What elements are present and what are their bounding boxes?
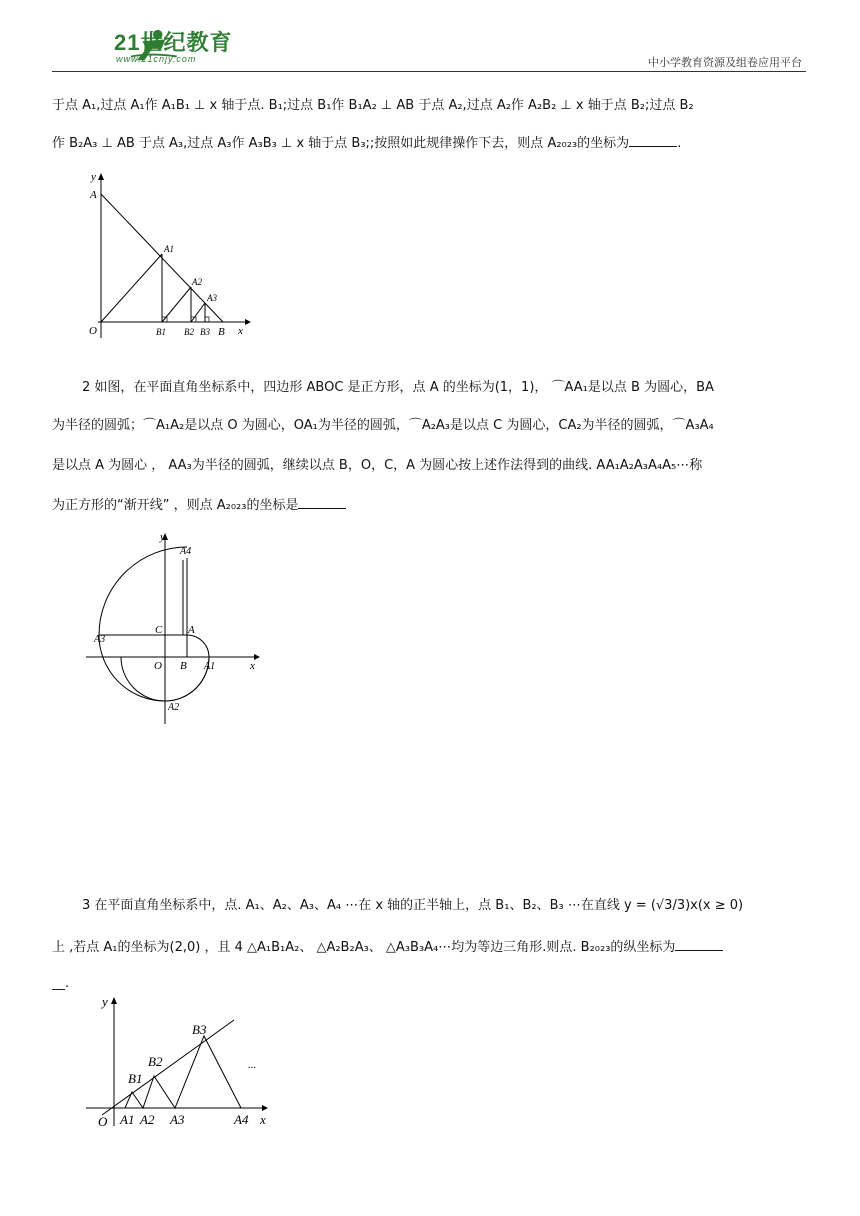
q1-label-B3: B3 [200, 327, 210, 337]
q2-label-A: A [188, 624, 195, 636]
q2-label-A4: A4 [180, 546, 192, 557]
q2-text-line2: 为半径的圆弧；⌒A₁A₂是以点 O 为圆心，OA₁为半径的圆弧，⌒A₂A₃是以点 C 为圆心，CA₂为半径的圆弧，⌒A₃A₄ [52, 418, 714, 433]
q2-label-A2: A2 [168, 702, 180, 713]
header-platform-text: 中小学教育资源及组卷应用平台 [648, 56, 802, 69]
q2-label-A1: A1 [204, 661, 216, 672]
answer-blank [629, 134, 677, 147]
q3-label-B3: B3 [192, 1022, 207, 1037]
q2-line4-text: 为正方形的“渐开线” ，则点 A₂₀₂₃的坐标是 [52, 498, 299, 513]
q3-text-line2 [52, 938, 810, 958]
q1-label-A: A [90, 189, 97, 201]
q3-text-line1: 3 在平面直角坐标系中，点. A₁、A₂、A₃、A₄ ⋯在 x 轴的正半轴上，点 B₁、B₂、B₃ ⋯在直线 y = (√3/3)x(x ≥ 0) [82, 898, 744, 913]
q1-line2-text: 作 B₂A₃ ⊥ AB 于点 A₃,过点 A₃作 A₃B₃ ⊥ x 轴于点 B₃;;按照如此规律操作下去，则点 A₂₀₂₃的坐标为 [52, 136, 630, 151]
answer-blank [298, 496, 346, 509]
q3-figure [84, 994, 284, 1132]
q3-label-x: x [260, 1112, 266, 1127]
q2-label-C: C [155, 624, 163, 636]
answer-blank [675, 938, 723, 951]
q2-figure [84, 528, 274, 728]
q3-line2-text: 上 ,若点 A₁的坐标为(2,0) ，且 4 △A₁B₁A₂、 △A₂B₂A₃、 △A₃B₃A₄⋯均为等边三角形.则点. B₂₀₂₃的纵坐标为 [52, 940, 676, 955]
q2-text-line4 [52, 496, 810, 516]
q1-label-A2: A2 [192, 277, 202, 287]
q3-label-A4: A4 [234, 1112, 249, 1127]
q3-label-A2: A2 [140, 1112, 155, 1127]
q2-label-B: B [180, 660, 187, 672]
q2-text-line1: 2 如图，在平面直角坐标系中，四边形 ABOC 是正方形，点 A 的坐标为(1，1)， ⌒AA₁是以点 B 为圆心，BA [82, 380, 714, 395]
brand-url: www.21cnjy.com [116, 54, 197, 64]
q2-label-x: x [250, 660, 255, 672]
q3-label-B1: B1 [128, 1071, 143, 1086]
page-header [52, 24, 806, 72]
q3-label-A1: A1 [120, 1112, 135, 1127]
q1-label-B1: B1 [156, 327, 166, 337]
q1-label-A3: A3 [207, 293, 217, 303]
q1-label-B: B [218, 326, 225, 338]
q1-label-B2: B2 [184, 327, 194, 337]
q1-figure [80, 168, 260, 340]
q1-text-line1: 于点 A₁,过点 A₁作 A₁B₁ ⊥ x 轴于点. B₁;过点 B₁作 B₁A₂ ⊥ AB 于点 A₂,过点 A₂作 A₂B₂ ⊥ x 轴于点 B₂;过点 B₂ [52, 98, 694, 113]
q1-label-O: O [89, 325, 97, 337]
q3-label-ellipsis: ... [248, 1059, 257, 1071]
q3-label-A3: A3 [170, 1112, 185, 1127]
q2-label-O: O [154, 660, 162, 672]
q2-text-line3: 是以点 A 为圆心 ， AA₃为半径的圆弧，继续以点 B，O，C，A 为圆心按上述作法得到的曲线. AA₁A₂A₃A₄A₅⋯称 [52, 458, 703, 473]
q1-text-line2 [52, 134, 810, 154]
q1-label-y: y [91, 171, 96, 183]
q1-label-A1: A1 [164, 244, 174, 254]
q2-label-y: y [160, 531, 165, 543]
q3-label-y: y [102, 994, 108, 1009]
q3-label-O: O [98, 1114, 108, 1129]
q1-label-x: x [238, 325, 243, 337]
brand-name: 21世纪教育 [114, 30, 233, 55]
header-divider [52, 71, 806, 72]
q2-label-A3: A3 [94, 634, 106, 645]
q1-line2-end: . [677, 136, 682, 151]
q3-label-B2: B2 [148, 1054, 163, 1069]
q3-text-line3: __. [52, 976, 70, 991]
